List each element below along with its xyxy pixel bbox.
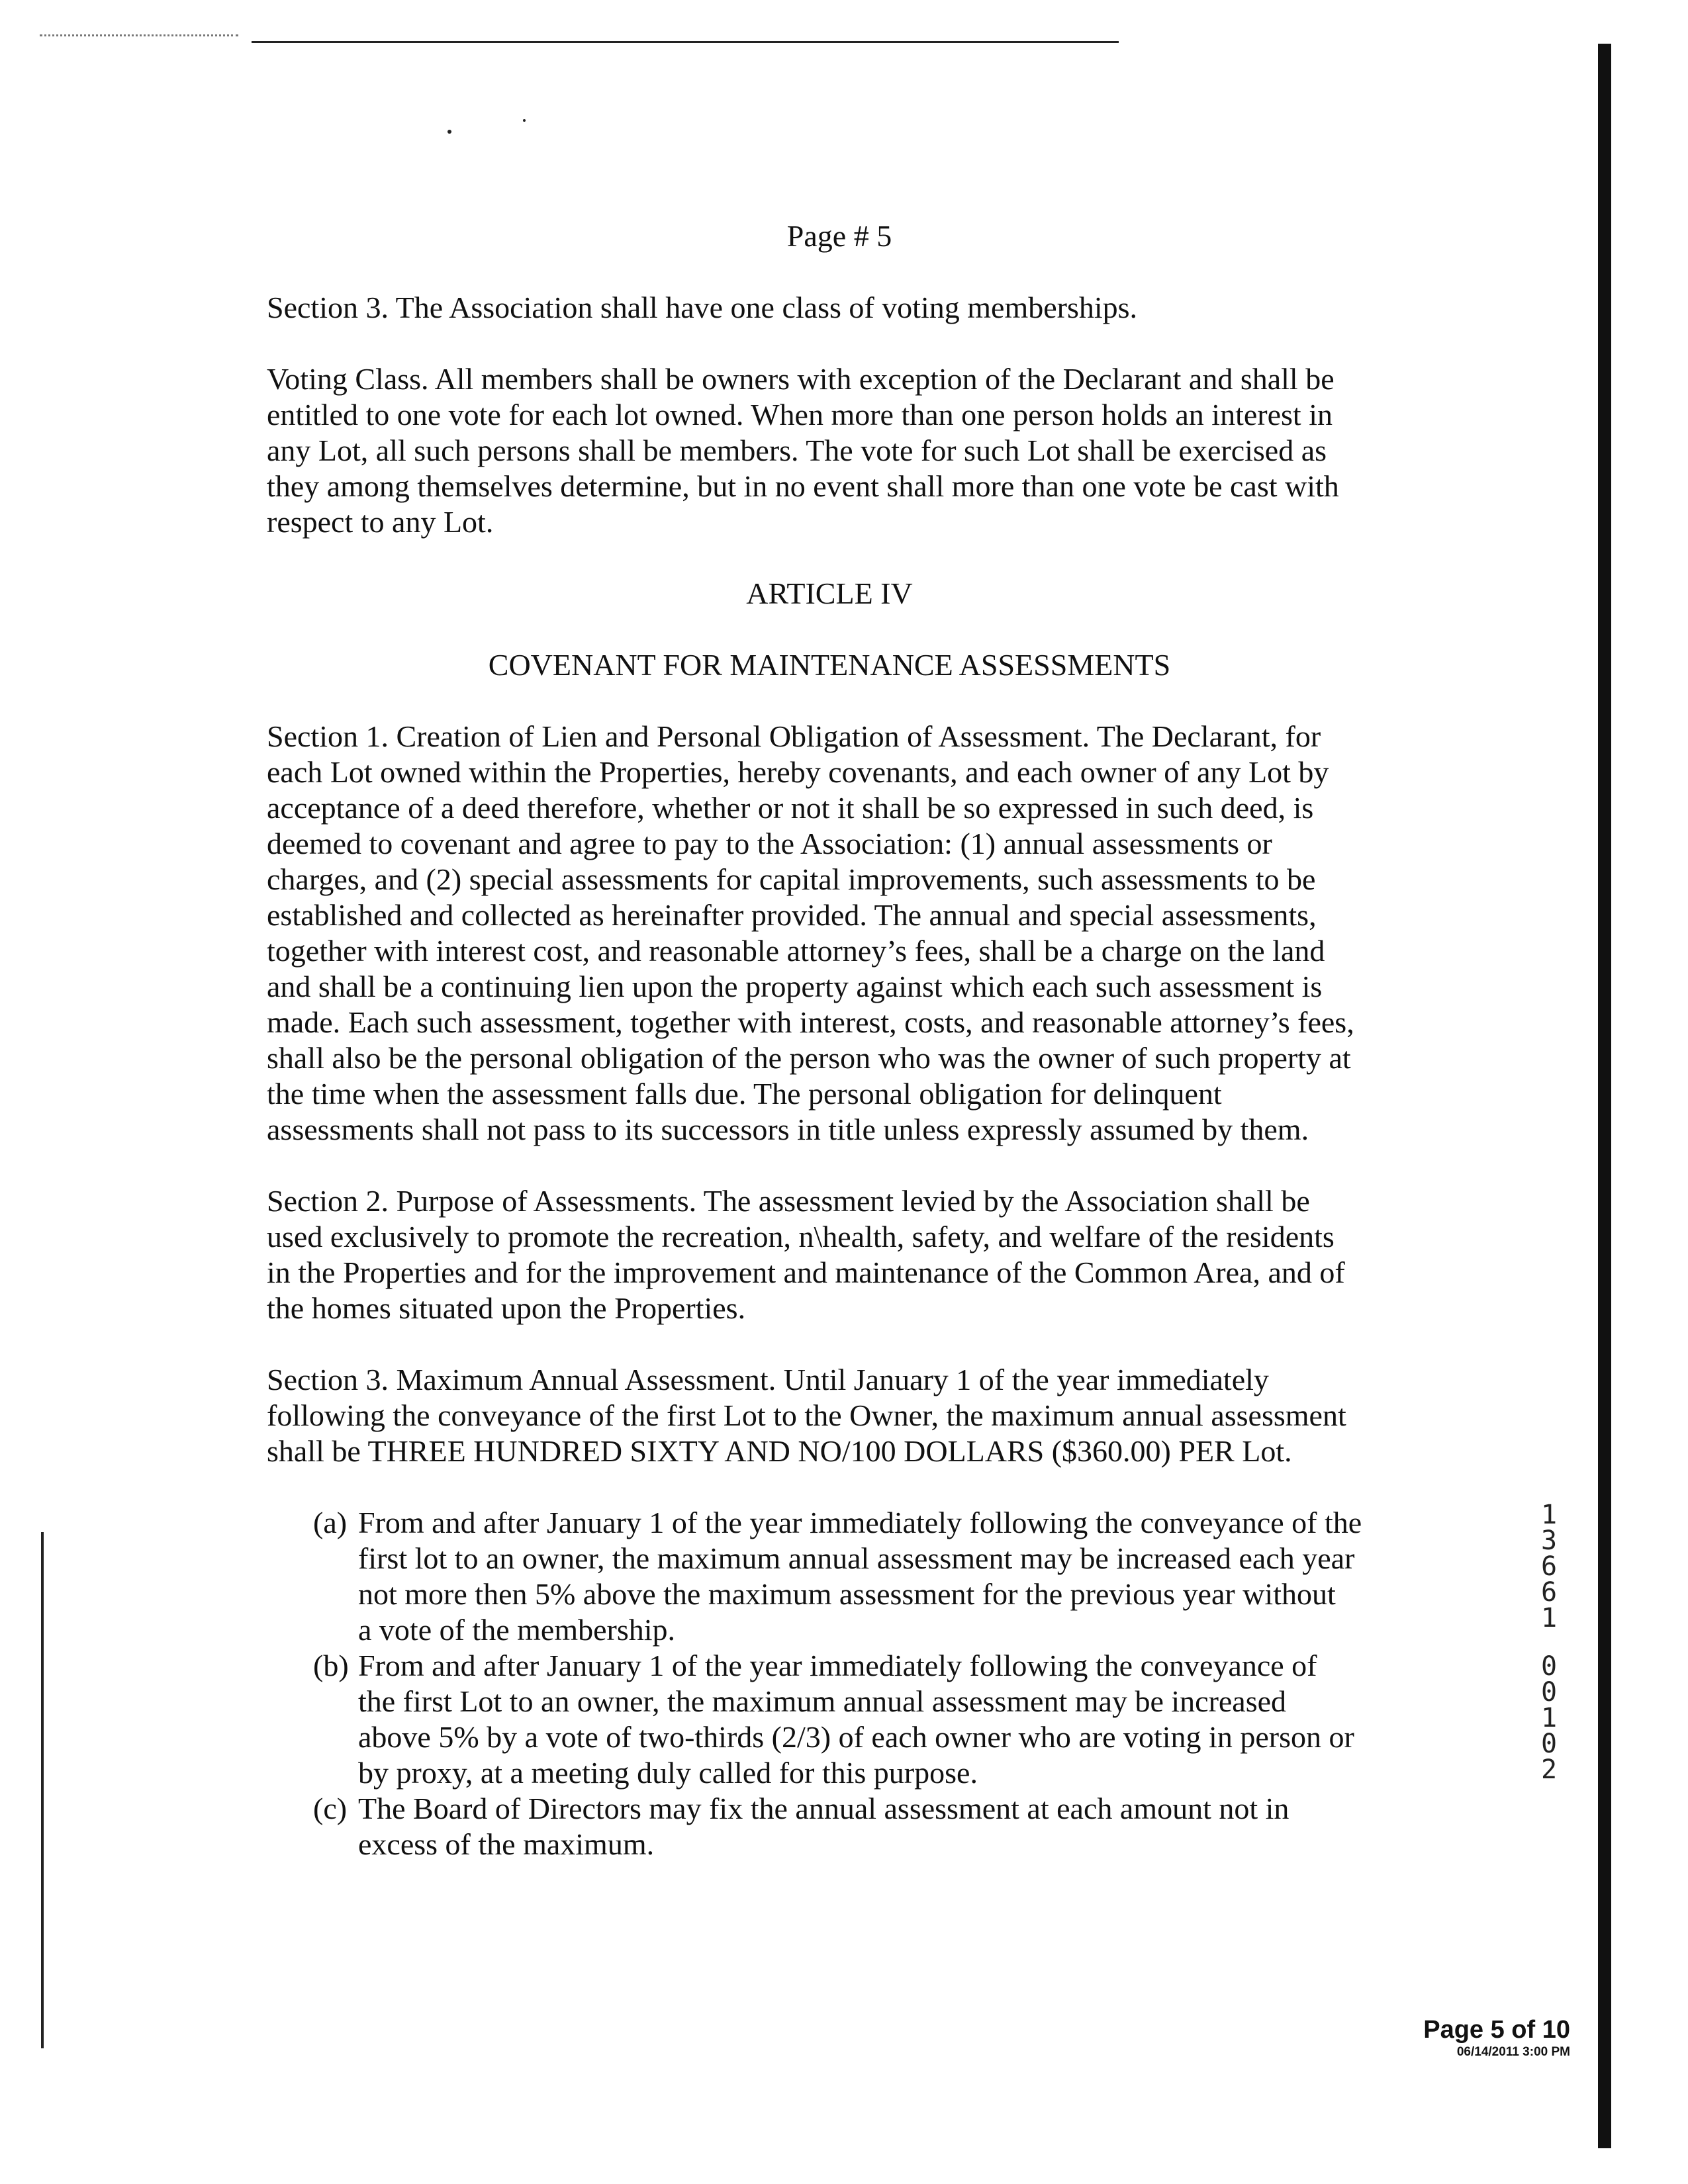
text-line: the homes situated upon the Properties.	[267, 1291, 746, 1325]
text-line: together with interest cost, and reasonable attorney’s fees, shall be a charge on the land	[267, 934, 1325, 968]
text-line: Section 3. Maximum Annual Assessment. Until January 1 of the year immediately	[267, 1363, 1269, 1396]
subsection-label: (b)	[313, 1649, 349, 1682]
text-line: respect to any Lot.	[267, 505, 494, 539]
text-line: a vote of the membership.	[358, 1613, 676, 1647]
document-body	[267, 218, 1392, 1862]
text-line: above 5% by a vote of two-thirds (2/3) of each owner who are voting in person or	[358, 1720, 1354, 1754]
text-line: From and after January 1 of the year immediately following the conveyance of	[358, 1649, 1317, 1682]
text-line: shall also be the personal obligation of the person who was the owner of such property at	[267, 1041, 1351, 1075]
footer-timestamp: 06/14/2011 3:00 PM	[1456, 2045, 1570, 2059]
text-line: From and after January 1 of the year immediately following the conveyance of the	[358, 1506, 1362, 1539]
text-line: the time when the assessment falls due. The personal obligation for delinquent	[267, 1077, 1222, 1111]
text-line: The Board of Directors may fix the annual assessment at each amount not in	[358, 1792, 1289, 1825]
text-line: the first Lot to an owner, the maximum annual assessment may be increased	[358, 1684, 1287, 1718]
text-line: not more then 5% above the maximum assessment for the previous year without	[358, 1577, 1336, 1611]
stamp-digit: 3	[1540, 1525, 1558, 1556]
assessment-subsection-list	[267, 1505, 1392, 1862]
text-line: assessments shall not pass to its successors in title unless expressly assumed by them.	[267, 1113, 1309, 1146]
stamp-digit: 6	[1540, 1551, 1558, 1582]
page-number: Page # 5	[786, 219, 892, 253]
section-2-paragraph	[267, 1183, 1392, 1326]
text-line: first lot to an owner, the maximum annual assessment may be increased each year	[358, 1541, 1355, 1575]
scan-artifact-speck	[523, 119, 526, 122]
voting-class-paragraph	[267, 361, 1392, 540]
subsection-c	[267, 1791, 1392, 1862]
text-line: by proxy, at a meeting duly called for this purpose.	[358, 1756, 978, 1790]
stamp-digit: 6	[1540, 1577, 1558, 1608]
stamp-digit: 1	[1540, 1603, 1558, 1633]
scan-artifact-right-edge-bar	[1598, 44, 1611, 2148]
scan-artifact-top-rule	[252, 41, 1119, 43]
stamp-digit: 1	[1540, 1703, 1558, 1733]
footer-page-count: Page 5 of 10	[1423, 2016, 1570, 2044]
subsection-label: (a)	[313, 1506, 348, 1539]
section-1-paragraph	[267, 719, 1392, 1148]
text-line: entitled to one vote for each lot owned. When more than one person holds an interest in	[267, 398, 1333, 432]
scan-artifact-dotted-line	[40, 34, 238, 36]
scan-artifact-speck	[447, 130, 451, 134]
text-line: made. Each such assessment, together with interest, costs, and reasonable attorney’s fees,	[267, 1005, 1354, 1039]
text-line: charges, and (2) special assessments for capital improvements, such assessments to be	[267, 862, 1316, 896]
text-line: they among themselves determine, but in no event shall more than one vote be cast with	[267, 469, 1339, 503]
stamp-digit: 0	[1540, 1677, 1558, 1707]
article-heading: COVENANT FOR MAINTENANCE ASSESSMENTS	[488, 648, 1171, 682]
subsection-label: (c)	[313, 1792, 348, 1825]
stamp-digit: 0	[1540, 1651, 1558, 1682]
subsection-a	[267, 1505, 1392, 1648]
stamp-digit: 1	[1540, 1500, 1558, 1530]
text-line: Voting Class. All members shall be owners with exception of the Declarant and shall be	[267, 362, 1335, 396]
text-line: in the Properties and for the improvement and maintenance of the Common Area, and of	[267, 1255, 1345, 1289]
text-line: deemed to covenant and agree to pay to the Association: (1) annual assessments or	[267, 827, 1272, 860]
text-line: Section 2. Purpose of Assessments. The assessment levied by the Association shall be	[267, 1184, 1310, 1218]
text-line: Section 1. Creation of Lien and Personal Obligation of Assessment. The Declarant, for	[267, 719, 1321, 753]
section-3-assessment-paragraph	[267, 1362, 1392, 1469]
scan-artifact-left-edge-bar	[41, 1532, 44, 2048]
text-line: any Lot, all such persons shall be members. The vote for such Lot shall be exercised as	[267, 433, 1327, 467]
text-line: following the conveyance of the first Lot to the Owner, the maximum annual assessment	[267, 1398, 1346, 1432]
page-footer	[1423, 2015, 1570, 2060]
text-line: established and collected as hereinafter provided. The annual and special assessments,	[267, 898, 1317, 932]
stamp-digit: 2	[1540, 1754, 1558, 1785]
text-line: excess of the maximum.	[358, 1827, 655, 1861]
text-line: and shall be a continuing lien upon the property against which each such assessment is	[267, 970, 1323, 1003]
subsection-b	[267, 1648, 1392, 1791]
stamp-digit: 0	[1540, 1729, 1558, 1759]
text-line: used exclusively to promote the recreation, n\health, safety, and welfare of the residents	[267, 1220, 1335, 1253]
text-line: shall be THREE HUNDRED SIXTY AND NO/100 DOLLARS ($360.00) PER Lot.	[267, 1434, 1292, 1468]
text-line: acceptance of a deed therefore, whether or not it shall be so expressed in such deed, is	[267, 791, 1314, 825]
article-title: ARTICLE IV	[746, 576, 913, 610]
margin-document-number-stamp	[1536, 1502, 1562, 1783]
text-line: each Lot owned within the Properties, hereby covenants, and each owner of any Lot by	[267, 755, 1329, 789]
section-3-voting-memberships: Section 3. The Association shall have one class of voting memberships.	[267, 291, 1138, 324]
